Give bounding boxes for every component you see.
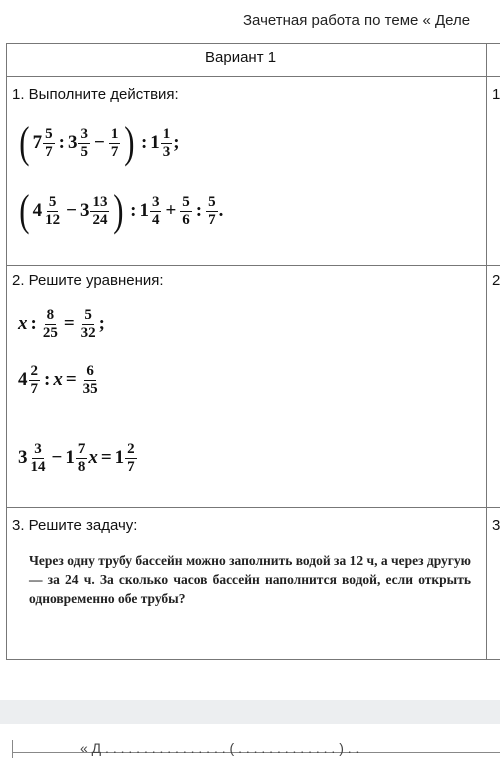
fraction: $\frac{3}{4}$ <box>151 193 160 228</box>
page-gap <box>0 700 500 724</box>
fraction: $\frac{2}{7}$ <box>127 440 135 475</box>
table-row-divider <box>6 507 500 508</box>
next-column-label-3: 3 <box>492 517 500 534</box>
variant-header: Вариант 1 <box>205 49 277 66</box>
task2-equation-1: x : $\frac{8}{25}$ = $\frac{5}{32}$ ; <box>18 306 105 341</box>
fraction: $\frac{5}{7}$ <box>45 125 53 160</box>
fraction: $\frac{8}{25}$ <box>42 306 58 341</box>
table-row-divider <box>6 265 500 266</box>
task3-heading: 3. Решите задачу: <box>12 517 138 534</box>
next-column-label-2: 2 <box>492 272 500 289</box>
task3-problem-text: Через одну трубу бассейн можно заполнить водой за 12 ч, а через другую — за 24 ч. За сколько часов бассейн наполнится водой, если открыть одновременно обе трубы? <box>29 553 471 606</box>
task1-heading: 1. Выполните действия: <box>12 86 179 103</box>
fraction: $\frac{5}{32}$ <box>80 306 96 341</box>
table-border-top <box>6 43 500 44</box>
table-border-left <box>6 43 7 660</box>
fraction: $\frac{13}{24}$ <box>92 193 108 228</box>
fraction: $\frac{3}{5}$ <box>80 125 88 160</box>
task1-expression-1: ( 7 $\frac{5}{7}$ : 3 $\frac{3}{5}$ − $\frac{1}{7}$ ) : 1 $\frac{1}{3}$ ; <box>19 118 180 167</box>
fraction: $\frac{3}{14}$ <box>30 440 46 475</box>
fraction: $\frac{1}{7}$ <box>110 125 119 160</box>
fraction: $\frac{5}{6}$ <box>182 193 190 228</box>
task2-equation-3: 3 $\frac{3}{14}$ − 1 $\frac{7}{8}$ x = 1 $\frac{2}{7}$ <box>18 440 135 475</box>
next-page-text-fragment: « Д . . . . . . . . . . . . . . . . ( . . . . . . . . . . . . . ) . . <box>80 740 360 756</box>
table-column-divider <box>486 43 487 660</box>
fraction: $\frac{5}{7}$ <box>208 193 216 228</box>
table-row-divider <box>6 76 500 77</box>
document-title: Зачетная работа по теме « Деле <box>243 12 471 29</box>
next-page-table-border <box>12 740 13 758</box>
task1-expression-2: ( 4 $\frac{5}{12}$ − 3 $\frac{13}{24}$ ) : 1 $\frac{3}{4}$ + $\frac{5}{6}$ : $\frac{5}{7}$ . <box>19 186 224 235</box>
table-border-bottom <box>6 659 500 660</box>
task2-equation-2: 4 $\frac{2}{7}$ : x = $\frac{6}{35}$ <box>18 362 98 397</box>
fraction: $\frac{6}{35}$ <box>82 362 98 397</box>
fraction: $\frac{2}{7}$ <box>30 362 38 397</box>
task2-heading: 2. Решите уравнения: <box>12 272 164 289</box>
fraction: $\frac{5}{12}$ <box>45 193 61 228</box>
fraction: $\frac{7}{8}$ <box>77 440 86 475</box>
next-column-label-1: 1 <box>492 86 500 103</box>
fraction: $\frac{1}{3}$ <box>162 125 171 160</box>
